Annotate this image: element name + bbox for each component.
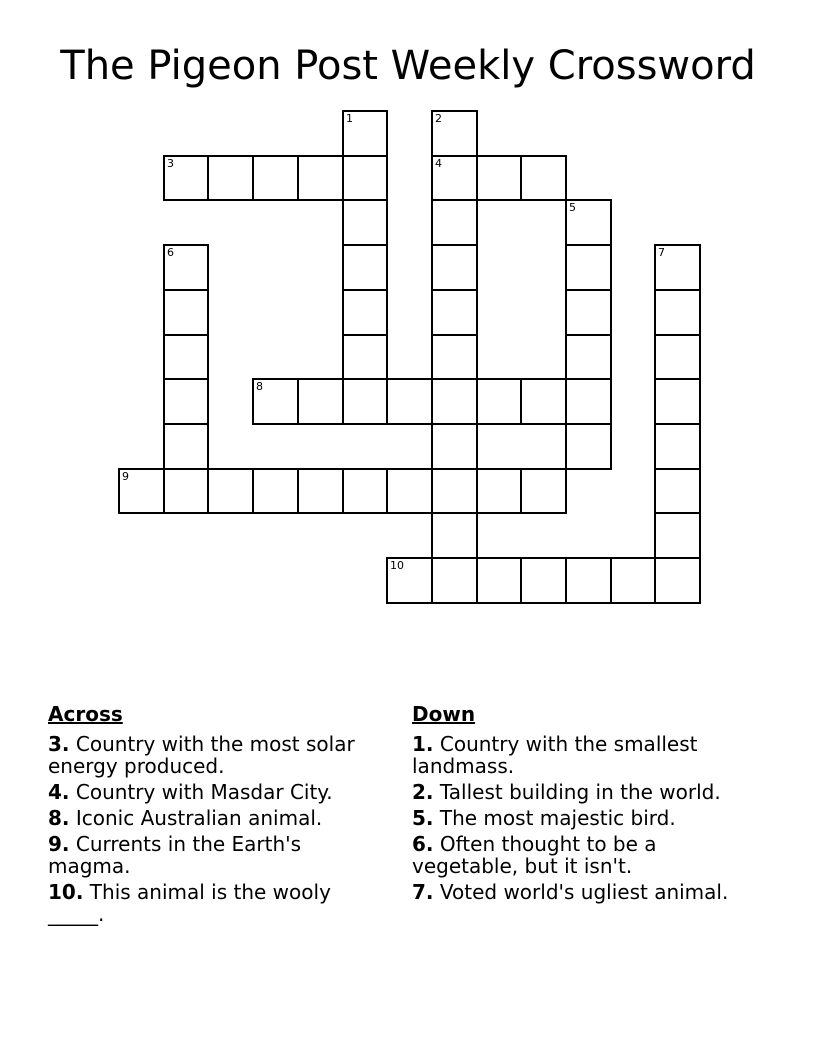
crossword-cell[interactable]: [163, 289, 209, 336]
crossword-cell[interactable]: [342, 334, 388, 380]
crossword-cell[interactable]: [342, 199, 388, 246]
crossword-cell[interactable]: [431, 155, 478, 201]
crossword-cell[interactable]: [654, 557, 701, 604]
clue-number-label: 8: [256, 380, 263, 393]
crossword-cell[interactable]: [476, 557, 522, 604]
crossword-cell[interactable]: [520, 155, 567, 201]
crossword-cell[interactable]: [118, 468, 165, 514]
clue-number-label: 7: [658, 246, 665, 259]
clue-number-label: 3: [167, 157, 174, 170]
clue-number-label: 6: [167, 246, 174, 259]
crossword-cell[interactable]: [565, 334, 612, 380]
clue-text: Tallest building in the world.: [439, 780, 721, 804]
crossword-cell[interactable]: [431, 289, 478, 336]
crossword-cell[interactable]: [476, 468, 522, 514]
clue-number-label: 4: [435, 157, 442, 170]
crossword-cell[interactable]: [654, 423, 701, 470]
clue-number: 7.: [412, 880, 434, 904]
crossword-cell[interactable]: [431, 557, 478, 604]
clue-number-label: 10: [390, 559, 404, 572]
crossword-cell[interactable]: [342, 110, 388, 157]
crossword-cell[interactable]: [342, 378, 388, 425]
crossword-cell[interactable]: [252, 155, 299, 201]
crossword-cell[interactable]: [565, 244, 612, 291]
across-clue-10: [48, 881, 388, 925]
crossword-cell[interactable]: [163, 423, 209, 470]
page-title: The Pigeon Post Weekly Crossword: [60, 43, 756, 89]
across-clue-4: [48, 781, 388, 803]
crossword-cell[interactable]: [520, 468, 567, 514]
clue-number-label: 5: [569, 201, 576, 214]
crossword-cell[interactable]: [252, 378, 299, 425]
clue-number: 10.: [48, 880, 84, 904]
clue-number-label: 1: [346, 112, 353, 125]
down-clues: [412, 703, 752, 907]
crossword-cell[interactable]: [342, 289, 388, 336]
crossword-cell[interactable]: [163, 378, 209, 425]
clue-number: 3.: [48, 732, 70, 756]
crossword-cell[interactable]: [342, 244, 388, 291]
crossword-cell[interactable]: [520, 378, 567, 425]
down-clue-6: [412, 833, 752, 877]
clue-text: Iconic Australian animal.: [75, 806, 323, 830]
clue-number: 1.: [412, 732, 434, 756]
crossword-cell[interactable]: [654, 512, 701, 559]
crossword-cell[interactable]: [163, 334, 209, 380]
clue-text: The most majestic bird.: [439, 806, 676, 830]
crossword-cell[interactable]: [342, 155, 388, 201]
crossword-cell[interactable]: [163, 155, 209, 201]
crossword-cell[interactable]: [565, 557, 612, 604]
crossword-cell[interactable]: [565, 289, 612, 336]
crossword-cell[interactable]: [565, 199, 612, 246]
down-clue-1: [412, 733, 752, 777]
down-clue-7: [412, 881, 752, 903]
clue-number: 6.: [412, 832, 434, 856]
crossword-cell[interactable]: [654, 468, 701, 514]
crossword-cell[interactable]: [654, 244, 701, 291]
crossword-cell[interactable]: [163, 468, 209, 514]
crossword-cell[interactable]: [431, 512, 478, 559]
clue-text: Country with the smallest landmass.: [412, 732, 698, 778]
crossword-cell[interactable]: [431, 244, 478, 291]
crossword-cell[interactable]: [476, 155, 522, 201]
crossword-cell[interactable]: [297, 468, 344, 514]
clue-number-label: 9: [122, 470, 129, 483]
crossword-cell[interactable]: [654, 334, 701, 380]
crossword-cell[interactable]: [520, 557, 567, 604]
down-clue-2: [412, 781, 752, 803]
across-clues: [48, 703, 388, 929]
crossword-cell[interactable]: [565, 423, 612, 470]
clue-number: 8.: [48, 806, 70, 830]
crossword-cell[interactable]: [163, 244, 209, 291]
clue-text: Currents in the Earth's magma.: [48, 832, 302, 878]
crossword-cell[interactable]: [654, 289, 701, 336]
clue-number: 2.: [412, 780, 434, 804]
crossword-cell[interactable]: [297, 378, 344, 425]
crossword-cell[interactable]: [431, 199, 478, 246]
clue-text: Country with the most solar energy produced.: [48, 732, 355, 778]
crossword-cell[interactable]: [431, 378, 478, 425]
clue-number: 4.: [48, 780, 70, 804]
across-clue-3: [48, 733, 388, 777]
crossword-cell[interactable]: [207, 155, 254, 201]
across-clue-8: [48, 807, 388, 829]
crossword-cell[interactable]: [565, 378, 612, 425]
across-heading: Across: [48, 702, 123, 726]
crossword-cell[interactable]: [342, 468, 388, 514]
crossword-cell[interactable]: [297, 155, 344, 201]
across-clue-9: [48, 833, 388, 877]
clue-number-label: 2: [435, 112, 442, 125]
crossword-cell[interactable]: [386, 557, 433, 604]
crossword-cell[interactable]: [431, 110, 478, 157]
clue-number: 5.: [412, 806, 434, 830]
crossword-cell[interactable]: [476, 378, 522, 425]
crossword-cell[interactable]: [654, 378, 701, 425]
clue-text: Voted world's ugliest animal.: [439, 880, 729, 904]
crossword-cell[interactable]: [207, 468, 254, 514]
crossword-cell[interactable]: [610, 557, 656, 604]
down-clue-5: [412, 807, 752, 829]
clue-number: 9.: [48, 832, 70, 856]
crossword-cell[interactable]: [386, 378, 433, 425]
crossword-cell[interactable]: [431, 423, 478, 470]
down-heading: Down: [412, 702, 476, 726]
crossword-cell[interactable]: [431, 468, 478, 514]
crossword-cell[interactable]: [252, 468, 299, 514]
clue-text: Often thought to be a vegetable, but it isn't.: [412, 832, 657, 878]
crossword-cell[interactable]: [431, 334, 478, 380]
crossword-cell[interactable]: [386, 468, 433, 514]
clue-text: This animal is the wooly _____.: [48, 880, 331, 926]
clue-text: Country with Masdar City.: [75, 780, 333, 804]
